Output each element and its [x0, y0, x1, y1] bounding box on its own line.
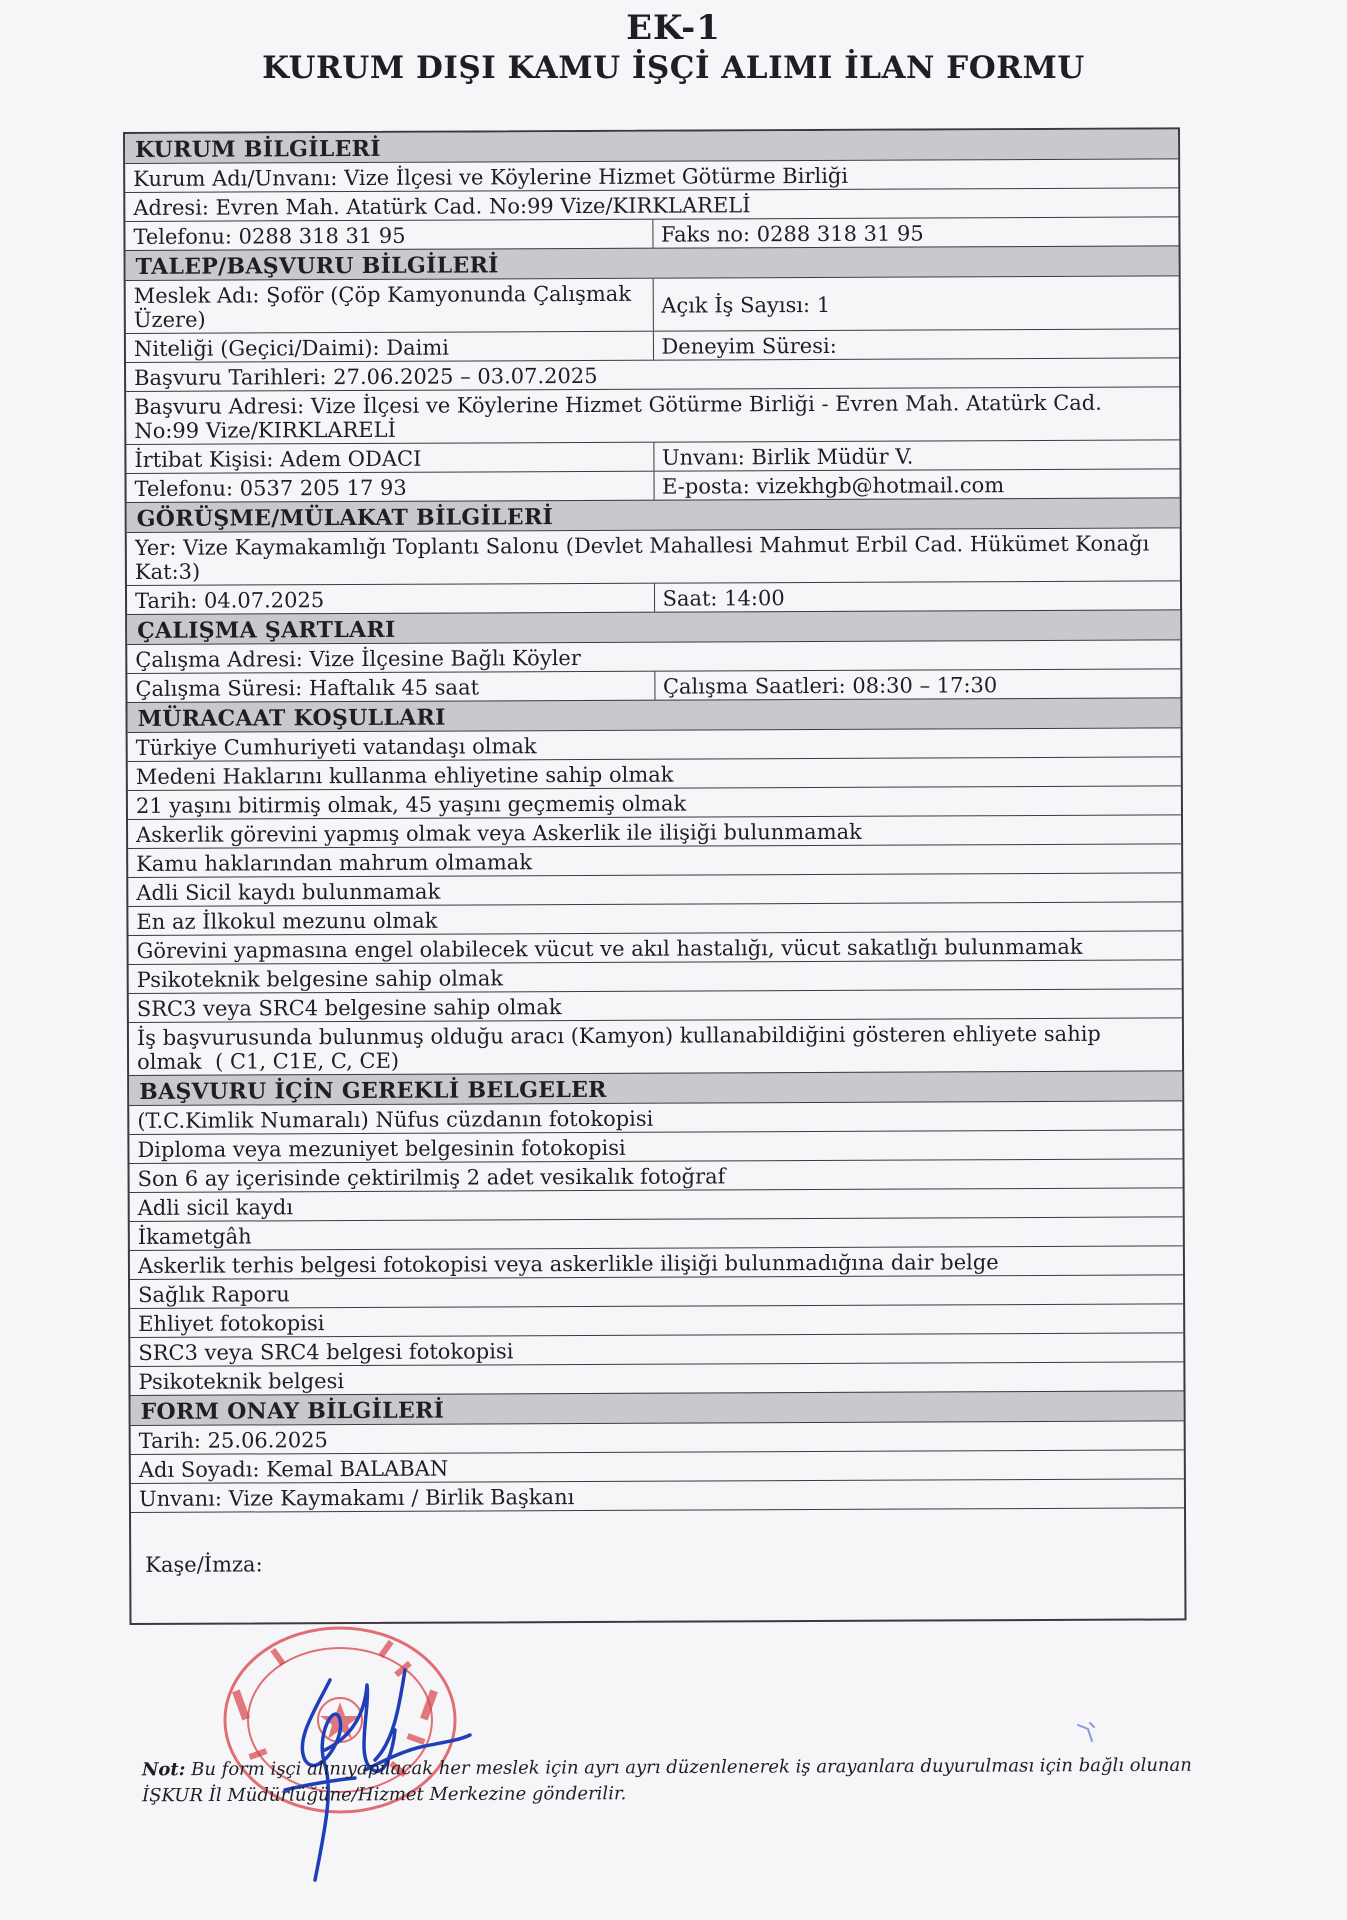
section-title: MÜRACAAT KOŞULLARI — [137, 704, 446, 732]
work-hours: Çalışma Saatleri: 08:30 – 17:30 — [654, 669, 1181, 699]
kurum-address-row — [125, 187, 1178, 221]
contact-phone: Telefonu: 0537 205 17 93 — [134, 475, 407, 501]
document-text: Askerlik terhis belgesi fotokopisi veya askerlikle ilişiği bulunmadığına dair belge — [137, 1250, 999, 1278]
list-item — [130, 1216, 1183, 1250]
condition-text: SRC3 veya SRC4 belgesine sahip olmak — [136, 995, 562, 1021]
work-address: Çalışma Adresi: Vize İlçesine Bağlı Köyler — [135, 646, 581, 672]
footer-note — [142, 1753, 1202, 1810]
kurum-name-row — [125, 158, 1178, 192]
section-calisma — [127, 609, 1180, 644]
document-text: Diploma veya mezuniyet belgesinin fotokopisi — [137, 1135, 626, 1162]
license-condition — [129, 1018, 1182, 1075]
section-title: KURUM BİLGİLERİ — [135, 135, 381, 163]
contact-title: Unvanı: Birlik Müdür V. — [653, 440, 1180, 470]
kurum-address: Adresi: Evren Mah. Atatürk Cad. No:99 Vize/KIRKLARELİ — [133, 193, 751, 220]
talep-job-row — [126, 275, 1179, 333]
work-hours-row — [127, 668, 1180, 702]
contact-person: İrtibat Kişisi: Adem ODACI — [134, 446, 422, 472]
document-text: Adli sicil kaydı — [137, 1195, 294, 1220]
document-text: Psikoteknik belgesi — [138, 1369, 345, 1394]
section-title: BAŞVURU İÇİN GEREKLİ BELGELER — [139, 1076, 607, 1105]
license-condition-word: olmak — [137, 1049, 202, 1074]
condition-text: Türkiye Cumhuriyeti vatandaşı olmak — [135, 734, 537, 760]
approval-name-row — [131, 1449, 1184, 1483]
document-text: (T.C.Kimlik Numaralı) Nüfus cüzdanın fotokopisi — [137, 1106, 654, 1133]
list-item — [130, 1332, 1183, 1366]
document-code: EK-1 — [626, 8, 721, 48]
talep-address-row — [126, 386, 1179, 444]
section-belgeler — [129, 1070, 1182, 1105]
document-text: İkametgâh — [137, 1224, 252, 1249]
approval-title-row — [131, 1478, 1184, 1512]
list-item — [128, 727, 1181, 761]
license-condition-line1: İş başvurusunda bulunmuş olduğu aracı (Kamyon) kullanabildiğini gösteren ehliyete sahip — [136, 1021, 1101, 1050]
talep-contact-row — [126, 439, 1179, 473]
application-dates: Başvuru Tarihleri: 27.06.2025 – 03.07.2025 — [134, 363, 598, 390]
talep-dates-row — [126, 357, 1179, 391]
condition-text: Adli Sicil kaydı bulunmamak — [136, 879, 441, 905]
interview-hour: Saat: 14:00 — [653, 581, 1180, 611]
list-item — [128, 756, 1181, 790]
note-text: Bu form işçi alınıyapılacak her meslek için ayrı ayrı düzenlenerek iş arayanlara duyurulması için bağlı olunan İŞKUR İl Müdürlüğüne/Hizmet Merkezine gönderilir. — [142, 1754, 1192, 1807]
list-item — [128, 785, 1181, 819]
list-item — [130, 1187, 1183, 1221]
pen-mark-icon — [1070, 1715, 1110, 1755]
interview-date: Tarih: 04.07.2025 — [134, 588, 325, 613]
open-positions-text: Açık İş Sayısı: 1 — [661, 292, 831, 318]
license-condition-line2 — [137, 1045, 1174, 1074]
document-text: Ehliyet fotokopisi — [138, 1311, 325, 1336]
document-text: Son 6 ay içerisinde çektirilmiş 2 adet vesikalık fotoğraf — [137, 1164, 726, 1191]
condition-text: Kamu haklarından mahrum olmamak — [136, 850, 533, 876]
section-muracaat — [127, 697, 1180, 732]
note-label: Not: — [141, 1759, 186, 1781]
section-kurum — [125, 129, 1178, 163]
document-text: SRC3 veya SRC4 belgesi fotokopisi — [138, 1339, 514, 1365]
section-talep — [126, 245, 1179, 280]
interview-place-row — [127, 527, 1180, 585]
work-address-row — [127, 639, 1180, 673]
list-item — [130, 1274, 1183, 1308]
experience: Deneyim Süresi: — [652, 329, 1179, 359]
condition-text: Görevini yapmasına engel olabilecek vücut ve akıl hastalığı, vücut sakatlığı bulunmamak — [136, 934, 1083, 963]
application-address: Başvuru Adresi: Vize İlçesi ve Köylerine Hizmet Götürme Birliği - Evren Mah. Atatürk Cad. No:99 Vize/KIRKLARELİ — [134, 390, 1102, 443]
section-title: ÇALIŞMA ŞARTLARI — [137, 616, 396, 644]
list-item — [129, 988, 1182, 1022]
section-onay — [131, 1390, 1184, 1425]
approval-date-row — [131, 1420, 1184, 1454]
list-item — [130, 1303, 1183, 1337]
document-title: KURUM DIŞI KAMU İŞÇİ ALIMI İLAN FORMU — [262, 50, 1085, 86]
license-classes: ( C1, C1E, C, CE) — [215, 1048, 400, 1074]
work-duration: Çalışma Süresi: Haftalık 45 saat — [135, 675, 480, 701]
list-item — [128, 872, 1181, 906]
condition-text: En az İlkokul mezunu olmak — [136, 908, 438, 934]
approval-name: Adı Soyadı: Kemal BALABAN — [138, 1456, 449, 1482]
talep-phone-row — [126, 468, 1179, 502]
list-item — [128, 814, 1181, 848]
list-item — [130, 1245, 1183, 1279]
kurum-phone: Telefonu: 0288 318 31 95 — [133, 223, 406, 249]
approval-date: Tarih: 25.06.2025 — [138, 1428, 328, 1453]
contact-email: E-posta: vizekhgb@hotmail.com — [653, 469, 1180, 499]
interview-time-row — [127, 580, 1180, 614]
document-text: Sağlık Raporu — [138, 1282, 290, 1307]
list-item — [130, 1361, 1183, 1395]
list-item — [128, 901, 1181, 935]
stamp-signature-label: Kaşe/İmza: — [145, 1552, 263, 1577]
list-item — [129, 1017, 1182, 1075]
section-gorusme — [127, 497, 1180, 532]
condition-text: Medeni Haklarını kullanma ehliyetine sahip olmak — [135, 762, 674, 789]
job-nature: Niteliği (Geçici/Daimi): Daimi — [133, 335, 449, 361]
section-title: GÖRÜŞME/MÜLAKAT BİLGİLERİ — [136, 504, 554, 532]
open-positions — [652, 276, 1179, 330]
kurum-phone-row — [125, 216, 1178, 250]
talep-nature-row — [126, 328, 1179, 362]
kurum-fax: Faks no: 0288 318 31 95 — [652, 217, 1179, 247]
list-item — [129, 1158, 1182, 1192]
list-item — [129, 930, 1182, 964]
list-item — [129, 1129, 1182, 1163]
job-title: Meslek Adı: Şoför (Çöp Kamyonunda Çalışmak Üzere) — [133, 281, 632, 332]
list-item — [129, 1100, 1182, 1134]
announcement-form — [123, 127, 1187, 1625]
section-title: TALEP/BAŞVURU BİLGİLERİ — [135, 252, 499, 280]
section-title: FORM ONAY BİLGİLERİ — [140, 1397, 445, 1425]
list-item — [128, 843, 1181, 877]
approval-title: Unvanı: Vize Kaymakamı / Birlik Başkanı — [138, 1485, 575, 1511]
condition-text: Psikoteknik belgesine sahip olmak — [136, 966, 504, 992]
signature-row — [131, 1507, 1184, 1623]
kurum-name: Kurum Adı/Unvanı: Vize İlçesi ve Köylerine Hizmet Götürme Birliği — [133, 163, 849, 191]
interview-place: Yer: Vize Kaymakamlığı Toplantı Salonu (Devlet Mahallesi Mahmut Erbil Cad. Hükümet Konağı Kat:3) — [134, 531, 1150, 584]
list-item — [129, 959, 1182, 993]
condition-text: 21 yaşını bitirmiş olmak, 45 yaşını geçmemiş olmak — [135, 791, 687, 818]
condition-text: Askerlik görevini yapmış olmak veya Askerlik ile ilişiği bulunmamak — [136, 819, 862, 847]
